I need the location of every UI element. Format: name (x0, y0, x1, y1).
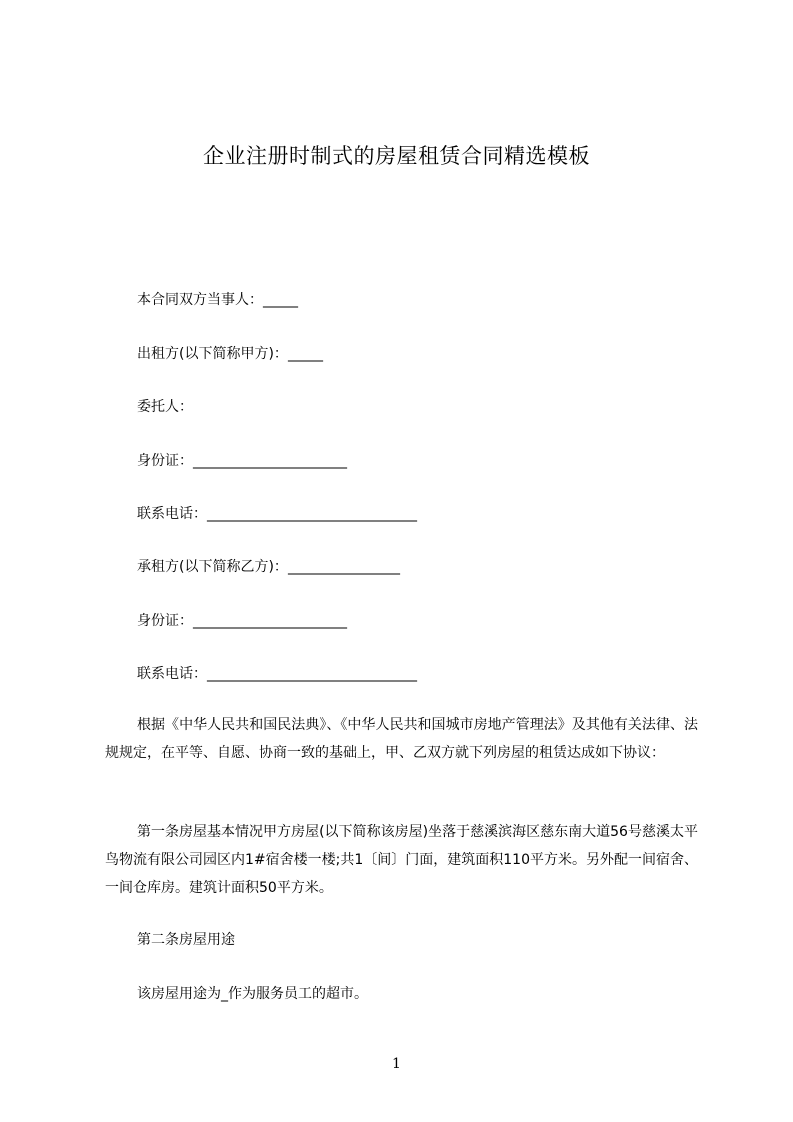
field-lessor-phone (137, 505, 417, 523)
field-lessor-id (137, 452, 347, 470)
paragraph-article-2-body: 该房屋用途为_作为服务员工的超市。 (137, 986, 368, 1002)
field-lessor (137, 345, 323, 363)
paragraph-article-1: 第一条房屋基本情况甲方房屋(以下简称该房屋)坐落于慈溪滨海区慈东南大道56号慈溪太平鸟物流有限公司园区内1#宿舍楼一楼;共1〔间〕门面，建筑面积110平方米。另外配一间宿舍、一间仓库房。建筑计面积50平方米。 (105, 824, 698, 896)
field-label: 出租方(以下简称甲方)： (137, 346, 288, 362)
paragraph-preamble: 根据《中华人民共和国民法典》、《中华人民共和国城市房地产管理法》及其他有关法律、法规规定，在平等、自愿、协商一致的基础上，甲、乙双方就下列房屋的租赁达成如下协议： (105, 717, 698, 761)
paragraph-article-2-heading: 第二条房屋用途 (137, 932, 235, 948)
field-lessee-phone (137, 665, 417, 683)
field-label: 联系电话： (137, 666, 207, 682)
page-number: 1 (392, 1056, 401, 1072)
field-blank: _____ (263, 292, 298, 308)
field-label: 身份证： (137, 453, 193, 469)
field-blank: ________________ (287, 559, 400, 575)
field-label: 本合同双方当事人： (137, 292, 263, 308)
field-lessee-id (137, 612, 347, 630)
field-label: 联系电话： (137, 506, 207, 522)
field-label: 承租方(以下简称乙方)： (137, 559, 288, 575)
field-blank: _____ (287, 346, 323, 362)
field-agent (137, 398, 193, 416)
field-label: 身份证： (137, 613, 193, 629)
field-blank: ______________________________ (207, 666, 417, 682)
field-lessee (137, 558, 400, 576)
field-parties (137, 291, 298, 309)
field-blank: ______________________ (193, 613, 347, 629)
field-label: 委托人： (137, 399, 193, 415)
document-title: 企业注册时制式的房屋租赁合同精选模板 (203, 144, 590, 168)
field-blank: ______________________________ (207, 506, 417, 522)
field-blank: ______________________ (193, 453, 347, 469)
